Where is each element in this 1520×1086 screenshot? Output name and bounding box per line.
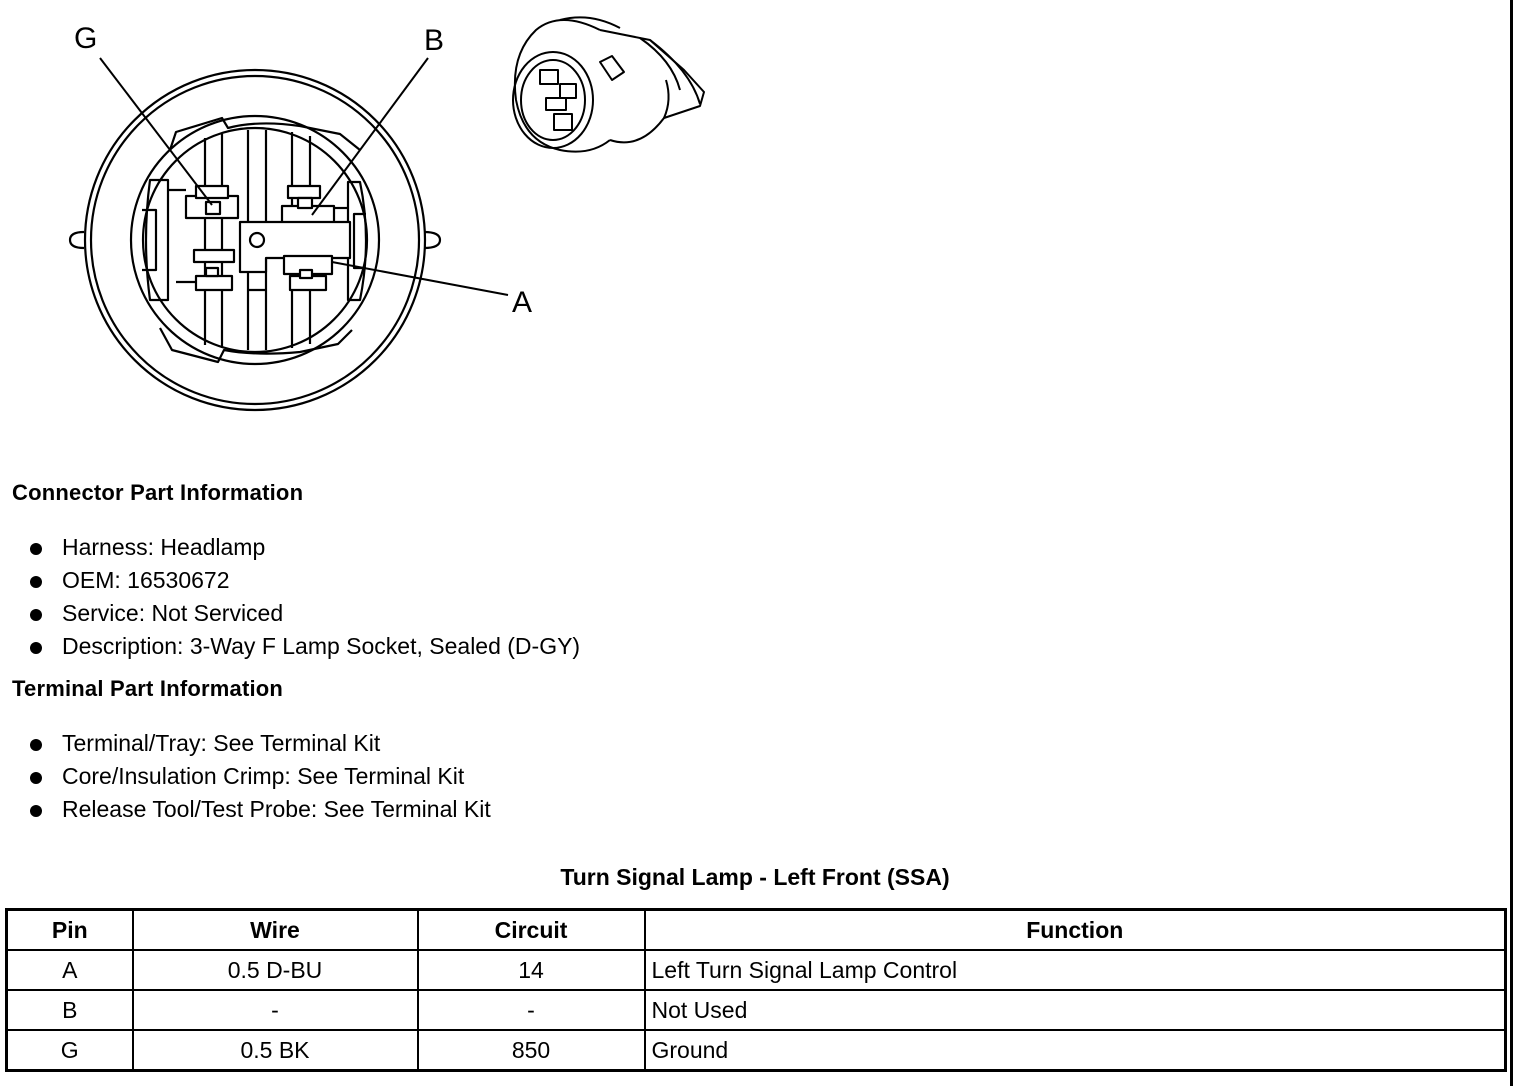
- terminal-info-title: Terminal Part Information: [12, 676, 284, 701]
- cell-function: Ground: [645, 1030, 1506, 1071]
- table-header-row: [7, 910, 1506, 951]
- header-circuit: Circuit: [418, 910, 645, 951]
- page-right-border: [1510, 0, 1513, 1086]
- cell-pin: B: [7, 990, 133, 1030]
- callout-g-label: G: [74, 22, 98, 55]
- connector-info-title: Connector Part Information: [12, 480, 304, 505]
- header-wire: Wire: [133, 910, 418, 951]
- table-row: [7, 1030, 1506, 1071]
- table-row: [7, 950, 1506, 990]
- callout-a-label: A: [512, 286, 533, 319]
- list-item: OEM: 16530672: [28, 564, 580, 597]
- list-item: Release Tool/Test Probe: See Terminal Kit: [28, 793, 491, 826]
- table-row: [7, 990, 1506, 1030]
- terminal-info-list: [28, 727, 491, 826]
- cell-wire: 0.5 D-BU: [133, 950, 418, 990]
- cell-circuit: -: [418, 990, 645, 1030]
- connector-isometric-view: [513, 17, 704, 151]
- header-pin: Pin: [7, 910, 133, 951]
- list-item: Core/Insulation Crimp: See Terminal Kit: [28, 760, 491, 793]
- cell-circuit: 850: [418, 1030, 645, 1071]
- cell-circuit: 14: [418, 950, 645, 990]
- list-item: Harness: Headlamp: [28, 531, 580, 564]
- connector-diagram: [0, 0, 760, 420]
- cell-wire: 0.5 BK: [133, 1030, 418, 1071]
- cell-function: Left Turn Signal Lamp Control: [645, 950, 1506, 990]
- cell-function: Not Used: [645, 990, 1506, 1030]
- list-item: Service: Not Serviced: [28, 597, 580, 630]
- pin-table: [5, 908, 1507, 1072]
- connector-face-view: [70, 70, 440, 410]
- cell-wire: -: [133, 990, 418, 1030]
- pin-table-title: Turn Signal Lamp - Left Front (SSA): [560, 864, 950, 890]
- header-function: Function: [645, 910, 1506, 951]
- list-item: Description: 3-Way F Lamp Socket, Sealed (D-GY): [28, 630, 580, 663]
- list-item: Terminal/Tray: See Terminal Kit: [28, 727, 491, 760]
- connector-info-list: [28, 531, 580, 663]
- cell-pin: G: [7, 1030, 133, 1071]
- cell-pin: A: [7, 950, 133, 990]
- callout-b-label: B: [424, 24, 445, 57]
